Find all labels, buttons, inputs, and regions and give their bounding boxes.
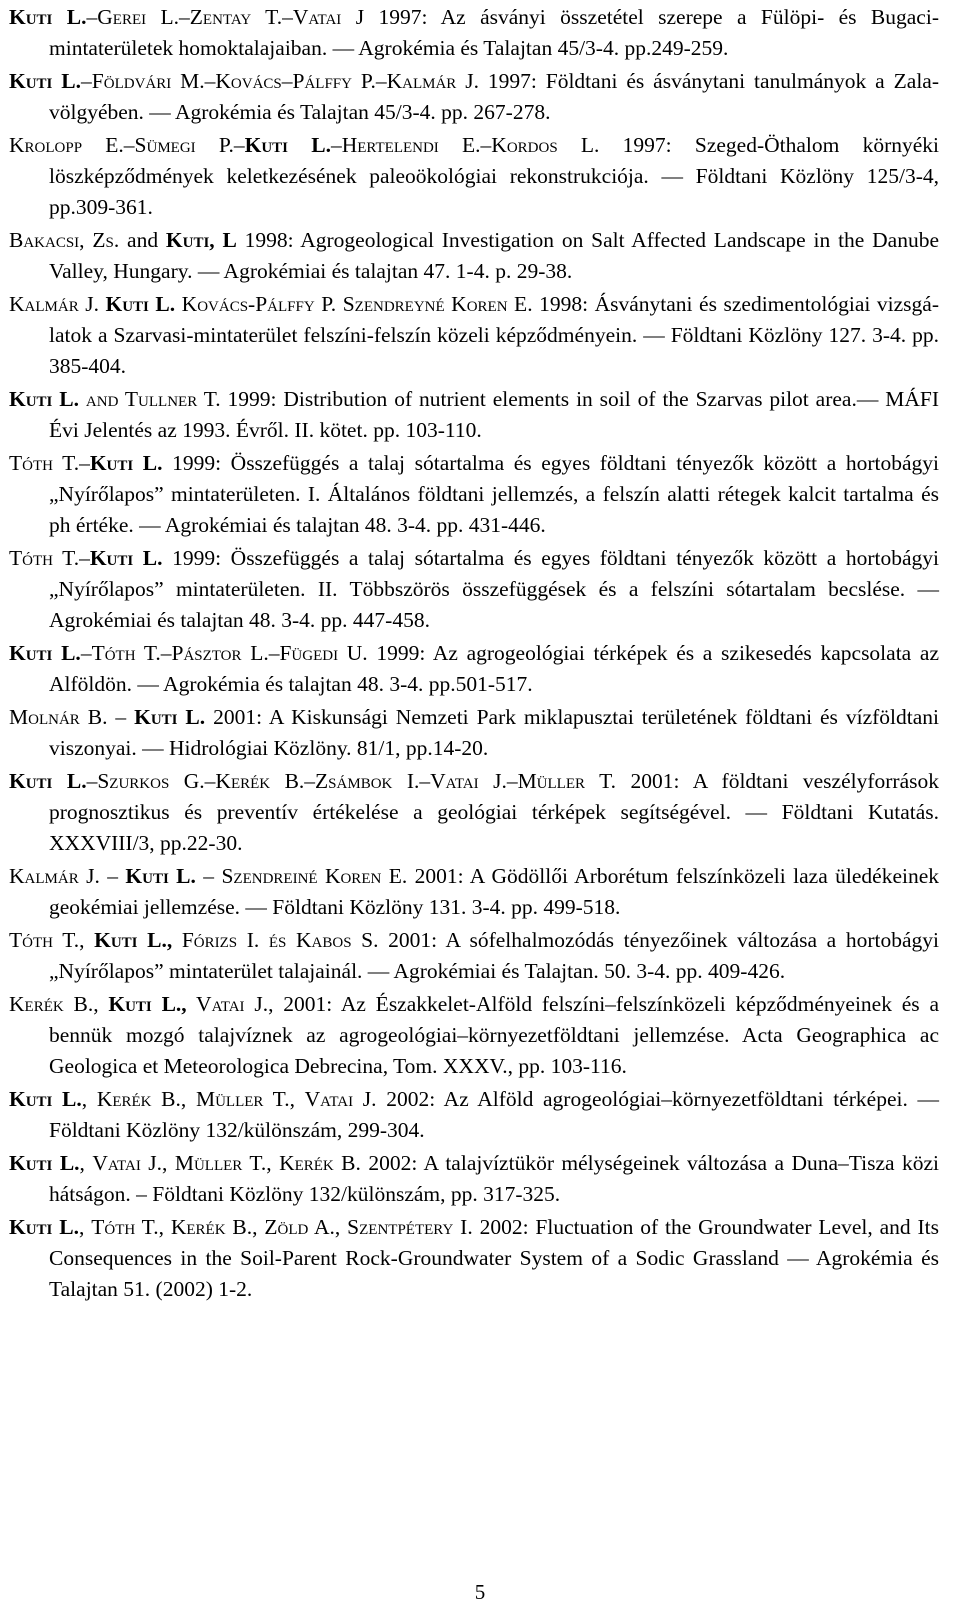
reference-highlighted-author: Kuti L. bbox=[9, 641, 81, 666]
reference-authors: Tóth T.– bbox=[9, 545, 90, 570]
reference-authors: Müller T. bbox=[195, 1086, 290, 1111]
reference-authors: Vatai J. bbox=[186, 991, 269, 1016]
reference-authors: Szentpétery I. bbox=[347, 1214, 473, 1239]
reference-list bbox=[9, 2, 939, 1307]
reference-text: 1997: Földtani és ásványtani tanulmányok a Zala-völgyében. — Agrokémia és Talajtan 45/3-4. pp. 267-278. bbox=[49, 68, 939, 125]
reference-text: – bbox=[195, 863, 222, 888]
reference-text: , bbox=[158, 1214, 171, 1239]
reference-authors: Kerék B., bbox=[9, 991, 99, 1016]
reference-authors: Molnár B. bbox=[9, 704, 108, 729]
reference-text bbox=[99, 992, 109, 1016]
reference-highlighted-author: Kuti L. bbox=[9, 68, 82, 93]
reference-text: and bbox=[119, 227, 166, 252]
reference-authors: Vatai J. bbox=[92, 1150, 163, 1175]
reference-highlighted-author: Kuti L. bbox=[9, 768, 87, 793]
reference-highlighted-author: Kuti, L bbox=[165, 227, 237, 252]
reference-highlighted-author: Kuti L. bbox=[125, 863, 196, 888]
reference-entry bbox=[9, 543, 939, 637]
reference-text: , bbox=[79, 1150, 93, 1175]
reference-authors: –Tóth T.–Pásztor L.–Fügedi U. bbox=[80, 641, 368, 666]
reference-authors: –Földvári M.–Kovács–Pálffy P.–Kalmár J. bbox=[81, 68, 479, 93]
reference-authors: Kerék B. bbox=[96, 1086, 181, 1111]
reference-entry bbox=[9, 130, 939, 224]
reference-highlighted-author: Kuti L. bbox=[9, 386, 80, 411]
reference-highlighted-author: Kuti L. bbox=[9, 1086, 82, 1111]
reference-entry bbox=[9, 1212, 939, 1306]
reference-authors: Kalmár J. bbox=[9, 863, 100, 888]
reference-text: , bbox=[252, 1214, 265, 1239]
reference-entry bbox=[9, 384, 939, 446]
page-number: 5 bbox=[474, 1580, 486, 1604]
reference-entry bbox=[9, 225, 939, 287]
reference-entry bbox=[9, 638, 939, 700]
reference-text: , bbox=[289, 1086, 305, 1111]
reference-authors: –Szurkos G.–Kerék B.–Zsámbok I.–Vatai J.–Müller T. bbox=[86, 768, 617, 793]
reference-entry bbox=[9, 989, 939, 1083]
reference-authors: Müller T. bbox=[174, 1150, 267, 1175]
reference-text: 2002: A talajvíztükör mélységeinek változása a Duna–Tisza közi hátságon. – Földtani Közlöny 132/különszám, pp. 317-325. bbox=[49, 1150, 940, 1207]
reference-entry bbox=[9, 2, 939, 64]
reference-text: , bbox=[162, 1150, 175, 1175]
reference-authors: Bakacsi, Zs. bbox=[9, 227, 120, 252]
reference-highlighted-author: Kuti L. bbox=[89, 450, 163, 475]
reference-text: 2002: Fluctuation of the Groundwater Level, and Its Consequences in the Soil-Parent Rock-Groundwater System of a Sodic Grassland — Agrokémia és Talajtan 51. (2002) 1-2. bbox=[49, 1214, 940, 1302]
reference-entry bbox=[9, 861, 939, 923]
reference-authors: and Tullner T. bbox=[79, 386, 221, 411]
reference-authors: Tóth T. bbox=[91, 1214, 159, 1239]
reference-text: , bbox=[81, 1086, 97, 1111]
reference-entry bbox=[9, 925, 939, 987]
reference-text: 2002: Az Alföld agrogeológiai–környezetföldtani térképei. — Földtani Közlöny 132/különszám, 299-304. bbox=[49, 1086, 940, 1143]
reference-authors: Vatai J. bbox=[304, 1086, 377, 1111]
reference-highlighted-author: Kuti L. bbox=[89, 545, 163, 570]
reference-highlighted-author: Kuti L., bbox=[94, 927, 173, 952]
reference-text: – bbox=[99, 863, 126, 888]
reference-text: 1998: Agrogeological Investigation on Salt Affected Landscape in the Danube Valley, Hungary. — Agrokémiai és talajtan 47. 1-4. p. 29-38. bbox=[49, 227, 940, 284]
reference-authors: Szendreyné Koren E. bbox=[342, 291, 533, 316]
reference-authors: Kovács-Pálffy P. bbox=[175, 291, 337, 316]
reference-text: – bbox=[107, 704, 135, 729]
reference-authors: Kalmár J. bbox=[9, 291, 99, 316]
reference-entry bbox=[9, 1084, 939, 1146]
reference-text: 2001: A Gödöllői Arborétum felszínközeli laza üledékeinek geokémiai jellemzése. — Földtani Közlöny 131. 3-4. pp. 499-518. bbox=[49, 863, 940, 920]
reference-authors: –Hertelendi E.–Kordos L. bbox=[330, 132, 600, 157]
reference-highlighted-author: Kuti L. bbox=[134, 704, 206, 729]
reference-entry bbox=[9, 1148, 939, 1210]
reference-entry bbox=[9, 66, 939, 128]
reference-authors: Fórizs I. és Kabos S. bbox=[172, 927, 379, 952]
reference-text: 2001: A földtani veszélyforrások prognosztikus és preventív értékelése a geológiai térképek segítségével. — Földtani Kutatás. XXXVIII/3, pp.22-30. bbox=[49, 768, 939, 856]
reference-text: 1999: Összefüggés a talaj sótartalma és egyes földtani tényezők között a hortobágyi „Nyírőlapos” mintaterületen. I. Általános földtani jellemzés, a felszín alatti rétegek kalcit tartalma és ph értéke. — Agrokémiai és talajtan 48. 3-4. pp. 431-446. bbox=[49, 450, 939, 538]
reference-text: 2001: A sófelhalmozódás tényezőinek változása a hortobágyi „Nyírőlapos” mintaterület talajainál. — Agrokémiai és Talajtan. 50. 3-4. pp. 409-426. bbox=[49, 927, 939, 984]
reference-highlighted-author: Kuti L. bbox=[9, 1214, 79, 1239]
reference-authors: Kerék B. bbox=[170, 1214, 253, 1239]
reference-highlighted-author: Kuti L. bbox=[9, 5, 87, 29]
reference-text: , bbox=[334, 1214, 348, 1239]
reference-highlighted-author: Kuti L. bbox=[9, 1150, 80, 1175]
reference-highlighted-author: Kuti L. bbox=[244, 132, 331, 157]
reference-entry bbox=[9, 448, 939, 542]
reference-text: 1999: Distribution of nutrient elements in soil of the Szarvas pilot area.— MÁFI Évi Jelentés az 1993. Évről. II. kötet. pp. 103-110. bbox=[49, 386, 939, 443]
reference-entry bbox=[9, 289, 939, 383]
reference-text: 1997: Szeged-Öthalom környéki löszképződmények keletkezésének paleoökológiai rekonstrukciója. — Földtani Közlöny 125/3-4, pp.309-361. bbox=[49, 132, 940, 220]
reference-authors: Zöld A. bbox=[264, 1214, 335, 1239]
reference-authors: Szendreiné Koren E. bbox=[221, 863, 408, 888]
reference-highlighted-author: Kuti L. bbox=[105, 291, 176, 316]
reference-text: 1997: Az ásványi összetétel szerepe a Fülöpi- és Bugaci-mintaterületek homoktalajaiban. — Agrokémia és Talajtan 45/3-4. pp.249-259. bbox=[49, 5, 939, 61]
reference-entry bbox=[9, 702, 939, 764]
reference-text: , bbox=[180, 1086, 196, 1111]
reference-authors: Kerék B. bbox=[279, 1150, 361, 1175]
reference-text: 2001: A Kiskunsági Nemzeti Park miklapusztai területének földtani és vízföldtani viszonyai. — Hidrológiai Közlöny. 81/1, pp.14-20. bbox=[49, 704, 939, 761]
reference-text bbox=[84, 928, 94, 952]
reference-authors: Tóth T., bbox=[9, 927, 85, 952]
reference-text: 1998: Ásványtani és szedimentológiai vizsgálatok a Szarvasi-mintaterület felszíni-felszín közeli képződményein. — Földtani Közlöny 127. 3-4. pp. 385-404. bbox=[49, 291, 940, 379]
reference-text: 1999: Összefüggés a talaj sótartalma és egyes földtani tényezők között a hortobágyi „Nyírőlapos” mintaterületen. II. Többszörös összefüggések és a felszíni sótartalam becslése. — Agrokémiai és talajtan 48. 3-4. pp. 447-458. bbox=[49, 545, 939, 633]
reference-text: , 2001: Az Északkelet-Alföld felszíni–felszínközeli képződményeinek és a bennük mozgó talajvíznek az agrogeológiai–környezetföldtani jellemzése. Acta Geographica ac Geologica et Meteorologica Debrecina, Tom. XXXV., pp. 103-116. bbox=[49, 991, 939, 1079]
reference-text: , bbox=[78, 1214, 92, 1239]
reference-highlighted-author: Kuti L., bbox=[108, 991, 187, 1016]
reference-text: , bbox=[266, 1150, 280, 1175]
reference-entry bbox=[9, 766, 939, 860]
reference-authors: Tóth T.– bbox=[9, 450, 90, 475]
reference-text: 1999: Az agrogeológiai térképek és a szikesedés kapcsolata az Alföldön. — Agrokémia és talajtan 48. 3-4. pp.501-517. bbox=[49, 641, 939, 697]
reference-authors: –Gerei L.–Zentay T.–Vatai J bbox=[86, 5, 365, 29]
reference-authors: Krolopp E.–Sümegi P.– bbox=[9, 132, 245, 157]
